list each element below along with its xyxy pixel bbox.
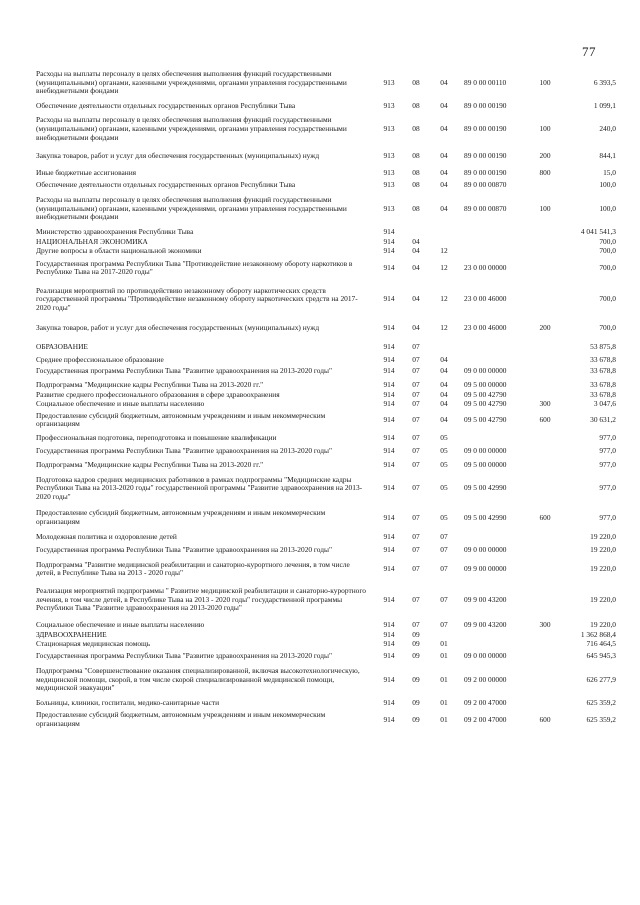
section-code: 08 (412, 77, 420, 87)
ministry-code: 914 (383, 432, 395, 442)
subsection-code: 07 (440, 531, 448, 541)
item-name: Социальное обеспечение и иные выплаты населению (36, 399, 205, 409)
target-article-code (458, 247, 532, 256)
amount: 716 464,5 (586, 638, 616, 648)
target-article-code (458, 531, 532, 544)
ministry-code: 913 (383, 203, 395, 213)
table-row (36, 356, 616, 365)
target-article-code: 23 0 00 46000 (464, 294, 507, 304)
section-code: 07 (412, 512, 420, 522)
item-name: Профессиональная подготовка, переподготовка и повышение квалификации (36, 432, 277, 442)
target-article-code: 09 2 00 47000 (464, 714, 507, 724)
subsection-code: 01 (440, 650, 448, 660)
amount: 977,0 (599, 446, 616, 456)
amount: 844,1 (599, 151, 616, 161)
amount: 977,0 (599, 512, 616, 522)
section-code: 07 (412, 545, 420, 555)
amount: 700,0 (599, 262, 616, 272)
expense-type-code: 300 (539, 399, 551, 409)
section-code: 07 (412, 366, 420, 376)
subsection-code: 04 (440, 123, 448, 133)
expense-type-code (532, 238, 558, 247)
ministry-code: 914 (383, 399, 395, 409)
ministry-code: 914 (383, 245, 395, 255)
expense-type-code (532, 581, 558, 619)
table-row (36, 256, 616, 281)
amount: 700,0 (599, 237, 616, 247)
expense-type-code (532, 356, 558, 365)
section-code: 07 (412, 432, 420, 442)
section-code: 07 (412, 342, 420, 352)
ministry-code: 914 (383, 237, 395, 247)
target-article-code: 09 0 00 00000 (464, 545, 507, 555)
ministry-code: 914 (383, 342, 395, 352)
expense-type-code: 800 (539, 167, 551, 177)
subsection-code: 12 (440, 245, 448, 255)
section-code: 09 (412, 697, 420, 707)
amount: 1 362 868,4 (580, 630, 616, 640)
subsection-code: 04 (440, 414, 448, 424)
table-row (36, 459, 616, 472)
target-article-code: 89 0 00 00870 (464, 203, 507, 213)
item-name: Реализация мероприятий подпрограммы " Развитие медицинской реабилитации и санаторно-курортного лечения, в том числе детей, в Республике Тыва на 2013 - 2020 годы" государственной программы Республики Тыва "Развитие здравоохранения на 2013-2020 годы" (36, 585, 366, 613)
table-row (36, 640, 616, 649)
subsection-code: 07 (440, 564, 448, 574)
subsection-code (430, 226, 458, 239)
table-row (36, 66, 616, 100)
amount: 700,0 (599, 294, 616, 304)
item-name: Обеспечение деятельности отдельных государственных органов Республики Тыва (36, 180, 296, 190)
item-name: Подпрограмма "Совершенствование оказания специализированной, включая высокотехнологическую, медицинской помощи, скорой, в том числе скорой специализированной медицинской помощи, медицинской эвакуации" (36, 666, 360, 693)
subsection-code: 05 (440, 483, 448, 493)
item-name: Реализация мероприятий по противодействию незаконному обороту наркотических средств государственной программы "Противодействие незаконному обороту наркотических средств на 2017-2020 годы" (36, 285, 358, 312)
subsection-code: 05 (440, 512, 448, 522)
expense-type-code (532, 179, 558, 192)
target-article-code (458, 356, 532, 365)
amount: 977,0 (599, 483, 616, 493)
amount: 19 220,0 (590, 619, 616, 629)
amount: 53 875,8 (590, 342, 616, 352)
target-article-code: 89 0 00 00190 (464, 100, 507, 110)
section-code: 07 (412, 483, 420, 493)
table-row (36, 619, 616, 632)
budget-table (36, 66, 616, 731)
target-article-code: 09 9 00 43200 (464, 619, 507, 629)
expense-type-code (532, 472, 558, 506)
table-row (36, 100, 616, 113)
target-article-code: 09 5 00 00000 (464, 379, 507, 389)
target-article-code: 09 2 00 00000 (464, 674, 507, 684)
subsection-code: 04 (440, 399, 448, 409)
section-code: 07 (412, 390, 420, 400)
expense-type-code: 100 (539, 77, 551, 87)
expense-type-code (532, 631, 558, 640)
section-code: 08 (412, 123, 420, 133)
table-row (36, 409, 616, 432)
item-name: Расходы на выплаты персоналу в целях обеспечения выполнения функций государственными (муниципальными) органами, казенными учреждениями, органами управления государственными внебюджетными фондами (36, 115, 347, 142)
expense-type-code (532, 100, 558, 113)
subsection-code: 04 (440, 390, 448, 400)
amount: 626 277,9 (586, 674, 616, 684)
ministry-code: 913 (383, 151, 395, 161)
item-name: Расходы на выплаты персоналу в целях обеспечения выполнения функций государственными (муниципальными) органами, казенными учреждениями, органами управления государственными внебюджетными фондами (36, 194, 347, 222)
subsection-code: 04 (440, 100, 448, 110)
expense-type-code: 300 (539, 619, 551, 629)
table-row (36, 581, 616, 619)
ministry-code: 914 (383, 460, 395, 469)
section-code: 08 (412, 203, 420, 213)
item-name: Министерство здравоохранения Республики Тыва (36, 226, 194, 236)
target-article-code: 89 0 00 00870 (464, 180, 507, 190)
table-row (36, 543, 616, 558)
expense-type-code (532, 281, 558, 319)
expense-type-code (532, 226, 558, 239)
expense-type-code: 600 (539, 714, 551, 724)
subsection-code: 12 (440, 323, 448, 333)
expense-type-code (532, 697, 558, 710)
item-name: Предоставление субсидий бюджетным, автономным учреждениям и иным некоммерческим организациям (36, 710, 326, 729)
amount: 30 631,2 (590, 414, 616, 424)
section-code: 07 (412, 446, 420, 456)
ministry-code: 914 (383, 638, 395, 648)
amount: 1 099,1 (593, 100, 616, 110)
table-row (36, 167, 616, 180)
section-code: 07 (412, 531, 420, 541)
expense-type-code (532, 379, 558, 392)
expense-type-code: 100 (539, 203, 551, 213)
subsection-code: 04 (440, 366, 448, 376)
target-article-code: 89 0 00 00110 (464, 77, 507, 87)
item-name: Государственная программа Республики Тыва "Противодействие незаконному обороту наркотиков в Республике Тыва на 2017-2020 годы" (36, 258, 353, 277)
ministry-code: 914 (383, 697, 395, 707)
target-article-code: 89 0 00 00190 (464, 123, 507, 133)
table-row (36, 663, 616, 697)
amount: 19 220,0 (590, 531, 616, 541)
section-code: 09 (412, 674, 420, 684)
amount: 6 393,5 (593, 77, 616, 87)
target-article-code (458, 238, 532, 247)
ministry-code: 914 (383, 619, 395, 629)
expense-type-code (532, 247, 558, 256)
ministry-code: 913 (383, 180, 395, 190)
item-name: Развитие среднего профессионального образования в сфере здравоохранения (36, 390, 280, 400)
table-row (36, 709, 616, 730)
target-article-code (458, 432, 532, 445)
ministry-code: 913 (383, 167, 395, 177)
subsection-code: 04 (440, 379, 448, 389)
target-article-code: 09 0 00 00000 (464, 446, 507, 456)
expense-type-code (532, 558, 558, 581)
ministry-code: 914 (383, 650, 395, 660)
table-row (36, 697, 616, 710)
table-row (36, 364, 616, 379)
ministry-code: 914 (383, 390, 395, 400)
target-article-code: 09 5 00 42990 (464, 483, 507, 493)
section-code: 07 (412, 379, 420, 389)
item-name: Иные бюджетные ассигнования (36, 167, 137, 177)
target-article-code: 09 9 00 00000 (464, 564, 507, 574)
ministry-code: 914 (383, 414, 395, 424)
expense-type-code: 600 (539, 512, 551, 522)
subsection-code: 04 (440, 151, 448, 161)
section-code: 08 (412, 167, 420, 177)
section-code: 09 (412, 714, 420, 724)
amount: 3 047,6 (593, 399, 616, 409)
item-name: Подготовка кадров средних медицинских работников в рамках подпрограммы "Медицинские кадры Республики Тыва на 2013-2020 годы" государственной программы "Развитие здравоохранения на 2013-2020 годы" (36, 474, 363, 501)
amount: 33 678,8 (590, 379, 616, 389)
amount: 19 220,0 (590, 564, 616, 574)
table-row (36, 318, 616, 339)
target-article-code: 89 0 00 00190 (464, 167, 507, 177)
subsection-code: 04 (440, 354, 448, 364)
section-code: 04 (412, 323, 420, 333)
section-code: 09 (412, 630, 420, 640)
amount: 15,0 (603, 167, 616, 177)
item-name: Социальное обеспечение и иные выплаты населению (36, 619, 205, 629)
expense-type-code (532, 640, 558, 649)
expense-type-code (532, 459, 558, 472)
section-code: 04 (412, 294, 420, 304)
section-code: 07 (412, 564, 420, 574)
amount: 645 945,3 (586, 650, 616, 660)
expense-type-code (532, 444, 558, 459)
target-article-code: 09 0 00 00000 (464, 650, 507, 660)
item-name: Закупка товаров, работ и услуг для обеспечения государственных (муниципальных) нужд (36, 323, 320, 333)
item-name: Закупка товаров, работ и услуг для обеспечения государственных (муниципальных) нужд (36, 151, 320, 161)
target-article-code: 23 0 00 00000 (464, 262, 507, 272)
item-name: Подпрограмма "Медицинские кадры Республики Тыва на 2013-2020 гг." (36, 460, 264, 469)
amount: 625 359,2 (586, 697, 616, 707)
ministry-code: 914 (383, 366, 395, 376)
ministry-code: 914 (383, 512, 395, 522)
target-article-code: 09 9 00 43200 (464, 594, 507, 604)
amount: 33 678,8 (590, 354, 616, 364)
item-name: Среднее профессиональное образование (36, 354, 164, 364)
subsection-code: 05 (440, 446, 448, 456)
expense-type-code (532, 663, 558, 697)
table-row (36, 531, 616, 544)
ministry-code: 913 (383, 123, 395, 133)
subsection-code: 04 (440, 167, 448, 177)
item-name: Государственная программа Республики Тыва "Развитие здравоохранения на 2013-2020 годы" (36, 446, 333, 456)
table-row (36, 247, 616, 256)
amount: 100,0 (599, 180, 616, 190)
item-name: ЗДРАВООХРАНЕНИЕ (36, 630, 107, 640)
amount: 19 220,0 (590, 545, 616, 555)
section-code: 08 (412, 100, 420, 110)
subsection-code: 01 (440, 638, 448, 648)
table-row (36, 558, 616, 581)
target-article-code (458, 640, 532, 649)
item-name: Государственная программа Республики Тыва "Развитие здравоохранения на 2013-2020 годы" (36, 545, 333, 555)
ministry-code: 914 (383, 483, 395, 493)
amount: 4 041 541,3 (580, 226, 616, 236)
subsection-code: 12 (440, 262, 448, 272)
item-name: Молодежная политика и оздоровление детей (36, 531, 177, 541)
expense-type-code: 200 (539, 323, 551, 333)
table-row (36, 112, 616, 146)
target-article-code: 09 5 00 42790 (464, 390, 507, 400)
amount: 977,0 (599, 460, 616, 469)
section-code: 07 (412, 594, 420, 604)
expense-type-code (532, 543, 558, 558)
ministry-code: 914 (383, 446, 395, 456)
amount: 977,0 (599, 432, 616, 442)
target-article-code: 09 5 00 00000 (464, 460, 507, 469)
section-code: 09 (412, 638, 420, 648)
ministry-code: 914 (383, 354, 395, 364)
table-row (36, 339, 616, 356)
item-name: Государственная программа Республики Тыва "Развитие здравоохранения на 2013-2020 годы" (36, 650, 333, 660)
subsection-code: 01 (440, 674, 448, 684)
expense-type-code (532, 256, 558, 281)
item-name: Другие вопросы в области национальной экономики (36, 245, 202, 255)
ministry-code: 914 (383, 226, 395, 236)
subsection-code: 04 (440, 180, 448, 190)
ministry-code: 914 (383, 564, 395, 574)
target-article-code: 89 0 00 00190 (464, 151, 507, 161)
expense-type-code: 100 (539, 123, 551, 133)
target-article-code (458, 226, 532, 239)
subsection-code: 05 (440, 460, 448, 469)
target-article-code: 09 5 00 42790 (464, 399, 507, 409)
amount: 700,0 (599, 245, 616, 255)
expense-type-code (532, 432, 558, 445)
amount: 240,0 (599, 123, 616, 133)
table-row (36, 649, 616, 664)
ministry-code: 914 (383, 294, 395, 304)
table-row (36, 192, 616, 226)
expense-type-code: 600 (539, 414, 551, 424)
item-name: Подпрограмма "Медицинские кадры Республики Тыва на 2013-2020 гг." (36, 379, 264, 389)
subsection-code: 05 (440, 432, 448, 442)
section-code: 08 (412, 180, 420, 190)
ministry-code: 914 (383, 379, 395, 389)
table-row (36, 444, 616, 459)
item-name: Предоставление субсидий бюджетным, автономным учреждениям и иным некоммерческим организациям (36, 410, 326, 429)
subsection-code (430, 339, 458, 356)
subsection-code: 07 (440, 545, 448, 555)
target-article-code: 09 0 00 00000 (464, 366, 507, 376)
section-code: 04 (412, 245, 420, 255)
ministry-code: 914 (383, 531, 395, 541)
section-code: 07 (412, 414, 420, 424)
subsection-code: 07 (440, 594, 448, 604)
section-code: 08 (412, 151, 420, 161)
ministry-code: 914 (383, 323, 395, 333)
amount: 33 678,8 (590, 390, 616, 400)
section-code: 04 (412, 262, 420, 272)
section-code: 07 (412, 354, 420, 364)
budget-rows (36, 66, 616, 731)
ministry-code: 914 (383, 262, 395, 272)
item-name: Расходы на выплаты персоналу в целях обеспечения выполнения функций государственными (муниципальными) органами, казенными учреждениями, органами управления государственными внебюджетными фондами (36, 69, 347, 96)
ministry-code: 914 (383, 714, 395, 724)
section-code: 07 (412, 619, 420, 629)
amount: 33 678,8 (590, 366, 616, 376)
subsection-code: 04 (440, 203, 448, 213)
table-row (36, 146, 616, 167)
table-row (36, 432, 616, 445)
expense-type-code: 200 (539, 151, 551, 161)
item-name: Стационарная медицинская помощь (36, 638, 151, 648)
item-name: Обеспечение деятельности отдельных государственных органов Республики Тыва (36, 100, 296, 110)
ministry-code: 914 (383, 594, 395, 604)
item-name: Больницы, клиники, госпитали, медико-санитарные части (36, 697, 220, 707)
table-row (36, 400, 616, 409)
ministry-code: 913 (383, 100, 395, 110)
ministry-code: 914 (383, 630, 395, 640)
table-row (36, 505, 616, 530)
amount: 100,0 (599, 203, 616, 213)
target-article-code (458, 631, 532, 640)
section-code: 09 (412, 650, 420, 660)
expense-type-code (532, 339, 558, 356)
target-article-code: 09 5 00 42790 (464, 414, 507, 424)
item-name: Подпрограмма "Развитие медицинской реабилитации и санаторно-курортного лечения, в том числе детей, в Республике Тыва на 2013 - 2020 годы" (36, 559, 350, 578)
target-article-code: 09 2 00 47000 (464, 697, 507, 707)
expense-type-code (532, 649, 558, 664)
amount: 700,0 (599, 323, 616, 333)
ministry-code: 914 (383, 674, 395, 684)
subsection-code: 01 (440, 714, 448, 724)
section-code: 07 (412, 460, 420, 469)
target-article-code (458, 339, 532, 356)
expense-type-code (532, 531, 558, 544)
item-name: Предоставление субсидий бюджетным, автономным учреждениям и иным некоммерческим организациям (36, 508, 326, 526)
expense-type-code (532, 364, 558, 379)
amount: 19 220,0 (590, 594, 616, 604)
page-number: 77 (582, 44, 596, 59)
item-name: Государственная программа Республики Тыва "Развитие здравоохранения на 2013-2020 годы" (36, 366, 333, 376)
item-name: НАЦИОНАЛЬНАЯ ЭКОНОМИКА (36, 237, 148, 247)
ministry-code: 914 (383, 545, 395, 555)
section-code: 07 (412, 399, 420, 409)
table-row (36, 472, 616, 506)
section-code: 04 (412, 237, 420, 247)
table-row (36, 179, 616, 192)
target-article-code: 23 0 00 46000 (464, 323, 507, 333)
item-name: ОБРАЗОВАНИЕ (36, 342, 88, 352)
subsection-code: 01 (440, 697, 448, 707)
table-row (36, 281, 616, 319)
amount: 625 359,2 (586, 714, 616, 724)
subsection-code: 12 (440, 294, 448, 304)
ministry-code: 913 (383, 77, 395, 87)
target-article-code: 09 5 00 42990 (464, 512, 507, 522)
subsection-code: 04 (440, 77, 448, 87)
subsection-code: 07 (440, 619, 448, 629)
